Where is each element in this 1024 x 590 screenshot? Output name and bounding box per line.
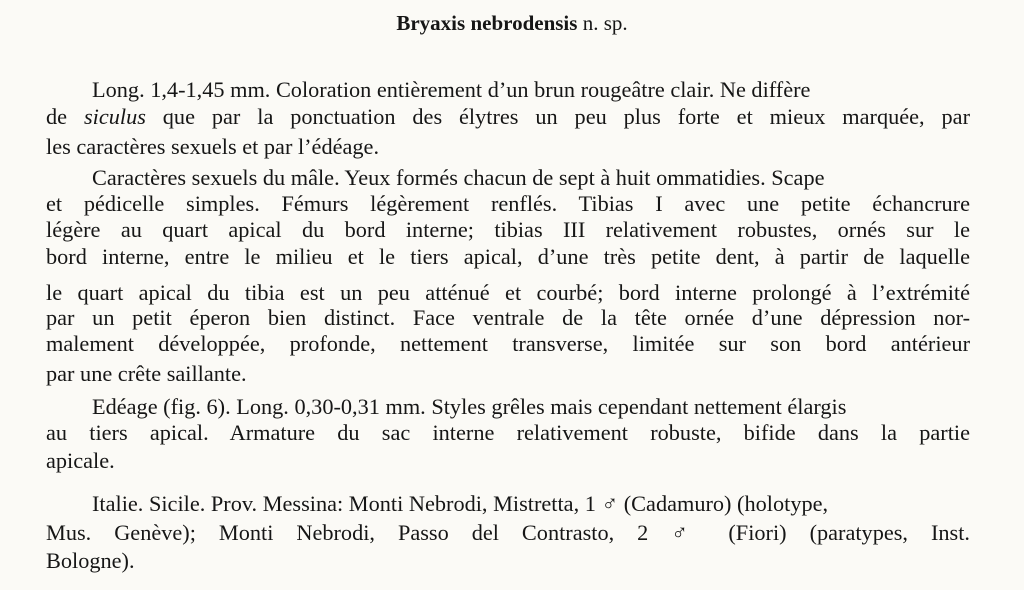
description-line: Long. 1,4-1,45 mm. Coloration entièrement d’un brun rougeâtre clair. Ne diffère: [92, 77, 811, 102]
description-line: les caractères sexuels et par l’édéage.: [46, 134, 380, 159]
material-line: Mus. Genève); Monti Nebrodi, Passo del Contrasto, 2 ♂ (Fiori) (paratypes, Inst.: [46, 520, 970, 545]
description-line: [46, 104, 970, 130]
sexual-characters-line: légère au quart apical du bord interne; tibias III relativement robustes, ornés sur le: [46, 217, 970, 242]
description-text: que par la ponctuation des élytres un peu plus forte et mieux marquée, par: [145, 104, 970, 129]
sexual-characters-line: par une crête saillante.: [46, 361, 247, 386]
material-line: Italie. Sicile. Prov. Messina: Monti Nebrodi, Mistretta, 1 ♂ (Cadamuro) (holotype,: [92, 491, 829, 516]
description-text: de: [46, 104, 84, 129]
aedeagus-line: au tiers apical. Armature du sac interne relativement robuste, bifide dans la partie: [46, 420, 970, 445]
species-title: [0, 10, 1024, 36]
species-status: n. sp.: [577, 11, 628, 35]
aedeagus-line: Edéage (fig. 6). Long. 0,30-0,31 mm. Styles grêles mais cependant nettement élargis: [92, 394, 847, 419]
aedeagus-line: apicale.: [46, 448, 115, 473]
sexual-characters-line: et pédicelle simples. Fémurs légèrement renflés. Tibias I avec une petite échancrure: [46, 191, 970, 216]
sexual-characters-line: bord interne, entre le milieu et le tiers apical, d’une très petite dent, à partir de laquelle: [46, 244, 970, 269]
sexual-characters-line: malement développée, profonde, nettement transverse, limitée sur son bord antérieur: [46, 331, 970, 356]
sexual-characters-line: le quart apical du tibia est un peu atténué et courbé; bord interne prolongé à l’extrémité: [46, 280, 970, 305]
sexual-characters-line: Caractères sexuels du mâle. Yeux formés chacun de sept à huit ommatidies. Scape: [92, 165, 825, 190]
italic-species-name: siculus: [83, 104, 146, 129]
sexual-characters-line: par un petit éperon bien distinct. Face ventrale de la tête ornée d’une dépression nor-: [46, 305, 970, 330]
material-line: Bologne).: [46, 548, 135, 573]
species-name: Bryaxis nebrodensis: [396, 11, 578, 35]
